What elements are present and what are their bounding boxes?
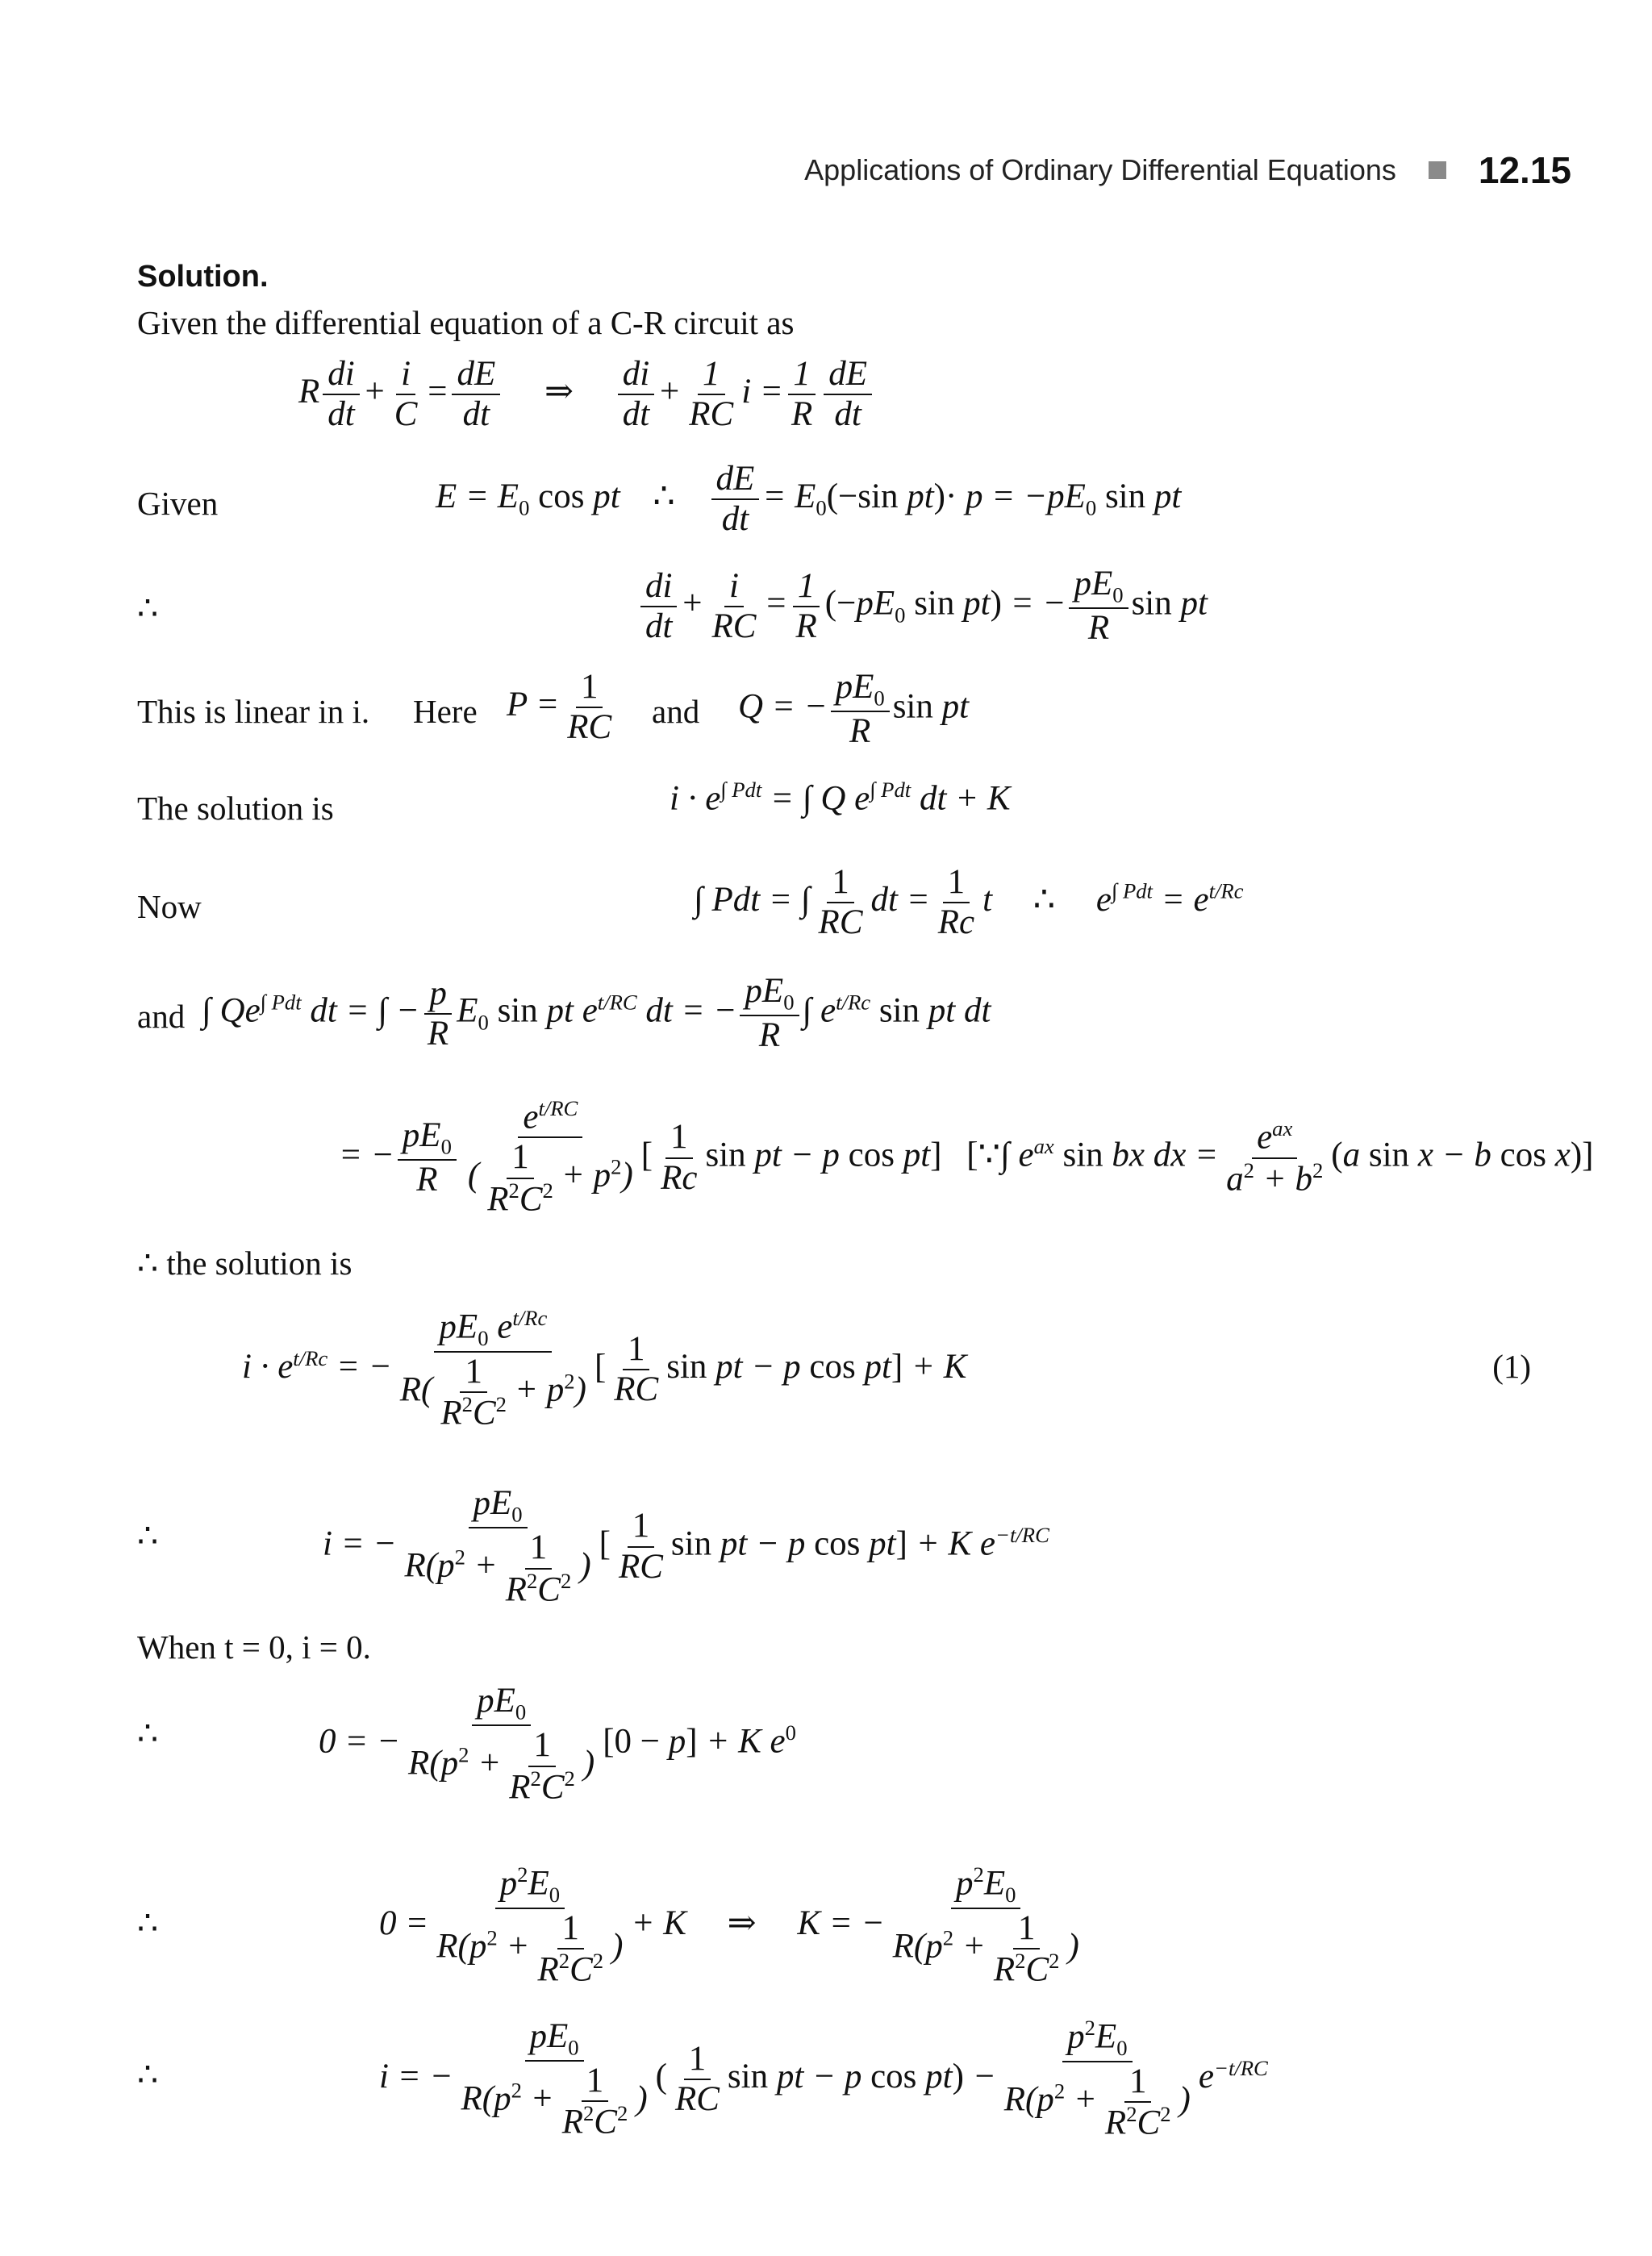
label-therefore-3: ∴ bbox=[137, 1715, 159, 1752]
label-therefore-1: ∴ bbox=[137, 590, 159, 627]
label-solution-is: The solution is bbox=[137, 790, 334, 827]
solution-heading: Solution. bbox=[137, 260, 269, 294]
label-given: Given bbox=[137, 485, 219, 522]
label-now: Now bbox=[137, 888, 202, 925]
equation-integral-Q: ∫ $Qe^{\int Pdt}$ dt = ∫ − $\frac{p}{R}$ $E_0$ sin pt $e^{t/RC}$ dt = − $\frac{pE_0}{R}$ ∫ $e^{t/Rc}$ sin pt dt bbox=[202, 972, 991, 1055]
linear-text: This is linear in i. bbox=[137, 693, 370, 730]
page-number: 12.15 bbox=[1478, 149, 1571, 191]
header-square-icon bbox=[1429, 161, 1446, 179]
label-the-solution-is: ∴ the solution is bbox=[137, 1245, 353, 1282]
equation-linear: $\frac{di}{dt}$ + $\frac{i}{RC}$ = $\frac{1}{R}$ ($-pE_0$ sin pt) = − $\frac{pE_0}{R}$ sin pt bbox=[637, 565, 1208, 648]
equation-tag-1: (1) bbox=[1492, 1348, 1531, 1385]
equation-P: P = $\frac{1}{RC}$ bbox=[507, 668, 612, 747]
running-header bbox=[804, 150, 1571, 190]
when-condition: When t = 0, i = 0. bbox=[137, 1628, 371, 1666]
equation-source: $E = E_0$ cos pt ∴ $\frac{dE}{dt}$ = $E_0(-\sin$ $pt)\cdot p = -pE_0$ sin pt bbox=[436, 460, 1182, 539]
label-and-2: and bbox=[137, 998, 186, 1035]
equation-final: i = − $pE_0$ $R(p^2$ + $\frac{1}{R^2C^2}$ ) ( $\frac{1}{RC}$ sin pt − p cos pt) − $p^2E_0$ $R(p^2$ + $\frac{1}{R^2C^2}$ ) $e^{-t/RC}$ bbox=[379, 2016, 1268, 2142]
label-therefore-2: ∴ bbox=[137, 1517, 159, 1554]
equation-general-solution: $i \cdot e^{\int Pdt}$ = ∫ Q $e^{\int Pdt}$ dt + K bbox=[670, 778, 1011, 818]
equation-circuit: R $\frac{di}{dt}$ + $\frac{i}{C}$ = $\frac{dE}{dt}$ ⇒ $\frac{di}{dt}$ + $\frac{1}{RC}$ i = $\frac{1}{R}$ $\frac{dE}{dt}$ bbox=[298, 355, 875, 434]
label-here: Here bbox=[413, 693, 478, 730]
equation-current: i = − $pE_0$ $R(p^2$ + $\frac{1}{R^2C^2}$ ) [ $\frac{1}{RC}$ sin pt − p cos pt] + K $e^{-t/RC}$ bbox=[323, 1484, 1049, 1608]
equation-K: 0 = $p^2E_0$ $R(p^2$ + $\frac{1}{R^2C^2}$ ) + K ⇒ K = − $p^2E_0$ $R(p^2$ + $\frac{1}{R^2C^2}$ ) bbox=[379, 1862, 1079, 1989]
equation-1: $i \cdot e^{t/Rc}$ = − $pE_0$ $e^{t/Rc}$ R( $\frac{1}{R^2C^2}$ + $p^2$) [ $\frac{1}{RC}$ sin pt − p cos pt] + K bbox=[242, 1306, 967, 1432]
equation-integral-result: = − $\frac{pE_0}{R}$ $e^{t/RC}$ ( $\frac{1}{R^2C^2}$ + $p^2$) [ $\frac{1}{Rc}$ sin pt − p cos pt] [∵∫ $e^{ax}$ sin bx dx = $\frac{e^{ax}}{a^2 + b^2}$ (a sin x − b cos x)] bbox=[339, 1096, 1594, 1218]
header-title: Applications of Ordinary Differential Equations bbox=[804, 153, 1396, 186]
label-and: and bbox=[652, 693, 700, 730]
equation-integrating-factor: ∫ Pdt = ∫ $\frac{1}{RC}$ dt = $\frac{1}{Rc}$ t ∴ $e^{\int Pdt} = e^{t/Rc}$ bbox=[694, 863, 1244, 942]
label-therefore-5: ∴ bbox=[137, 2056, 159, 2093]
equation-initial: 0 = − $pE_0$ $R(p^2$ + $\frac{1}{R^2C^2}$ ) [0 − p] + K $e^0$ bbox=[319, 1682, 796, 1806]
intro-text: Given the differential equation of a C-R circuit as bbox=[137, 304, 795, 341]
label-therefore-4: ∴ bbox=[137, 1904, 159, 1941]
equation-Q: Q = − $\frac{pE_0}{R}$ sin pt bbox=[738, 668, 970, 751]
